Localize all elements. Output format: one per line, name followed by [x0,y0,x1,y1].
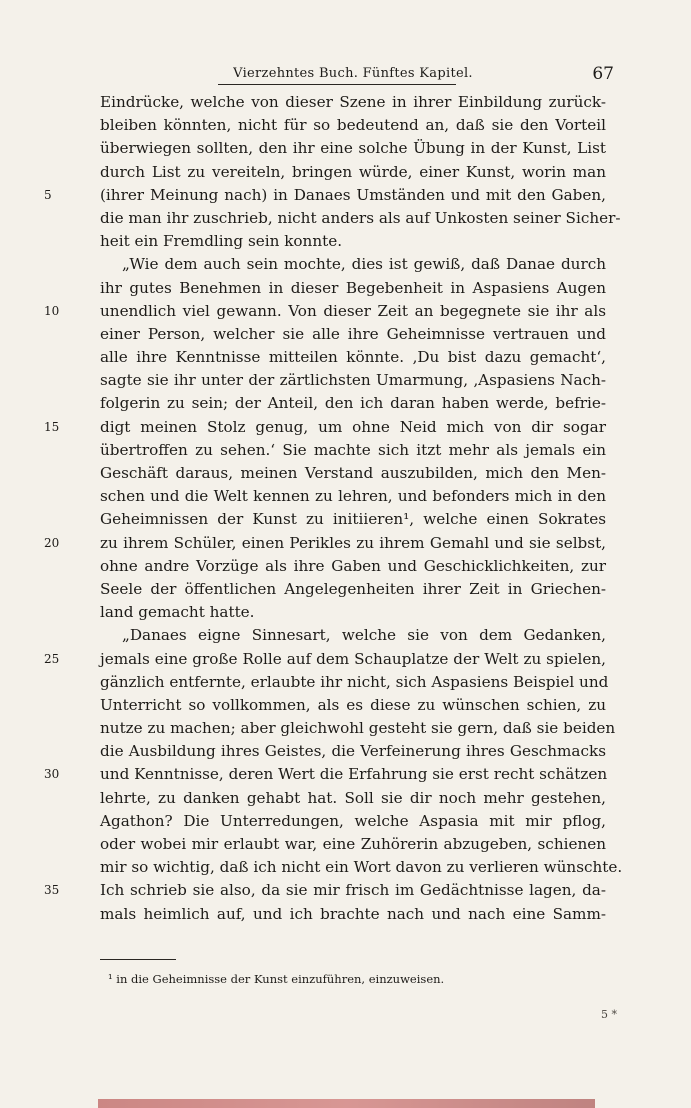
line-text: einer Person, welcher sie alle ihre Geheimnisse vertrauen und [100,324,606,343]
line-text: ohne andre Vorzüge als ihre Gaben und Geschicklichkeiten, zur [100,556,606,575]
text-line [100,277,606,300]
line-text: Unterricht so vollkommen, als es diese zu wünschen schien, zu [100,695,606,714]
line-text: „Danaes eigne Sinnesart, welche sie von dem Gedanken, [122,626,606,645]
line-text: lehrte, zu danken gehabt hat. Soll sie dir noch mehr gestehen, [100,788,606,807]
line-text: übertroffen zu sehen.‘ Sie machte sich itzt mehr als jemals ein [100,440,606,459]
line-number: 20 [44,535,60,550]
text-line [100,555,606,578]
line-number: 35 [44,883,60,898]
line-text: gänzlich entfernte, erlaubte ihr nicht, sich Aspasiens Beispiel und [100,672,609,691]
text-line [100,114,606,137]
text-line [100,740,606,763]
running-header [100,64,614,86]
footnote-rule [100,959,176,960]
line-text: Seele der öffentlichen Angelegenheiten ihrer Zeit in Griechen- [100,579,606,598]
line-text: „Wie dem auch sein mochte, dies ist gewiß, daß Danae durch [122,255,606,274]
line-text: digt meinen Stolz genug, um ohne Neid mich von dir sogar [100,417,606,436]
line-text: oder wobei mir erlaubt war, eine Zuhörerin abzugeben, schienen [100,835,606,853]
line-text: jemals eine große Rolle auf dem Schauplatze der Welt zu spielen, [100,649,606,668]
text-line [100,462,606,485]
line-text: durch List zu vereiteln, bringen würde, einer Kunst, worin man [100,162,606,181]
text-line [100,903,606,926]
line-text: Eindrücke, welche von dieser Szene in ihrer Einbildung zurück- [100,93,606,111]
line-text: land gemacht hatte. [100,603,255,622]
line-text: Agathon? Die Unterredungen, welche Aspasia mit mir pflog, [100,811,606,830]
text-line [100,508,606,531]
body-text [44,91,623,926]
header-rule [218,84,456,85]
line-number: 10 [44,303,60,318]
line-text: mir so wichtig, daß ich nicht ein Wort davon zu verlieren wünschte. [100,858,623,877]
text-line [100,230,606,253]
text-line [100,323,606,346]
line-text: mals heimlich auf, und ich brachte nach und nach eine Samm- [100,904,606,923]
text-line [44,879,606,902]
text-line [100,601,606,624]
text-line [100,624,606,647]
line-text: nutze zu machen; aber gleichwohl gesteht sie gern, daß sie beiden [100,719,616,738]
line-text: Geschäft daraus, meinen Verstand auszubilden, mich den Men- [100,464,606,482]
text-line [100,207,621,230]
line-text: Geheimnissen der Kunst zu initiieren¹, welche einen Sokrates [100,510,606,529]
text-line [100,810,606,833]
line-number: 5 [44,187,52,202]
text-line [100,253,606,276]
text-line [44,532,606,555]
line-text: sagte sie ihr unter der zärtlichsten Umarmung, ‚Aspasiens Nach- [100,371,606,390]
line-text: unendlich viel gewann. Von dieser Zeit an begegnete sie ihr als [100,301,606,320]
text-line [100,833,606,856]
text-line [44,184,606,207]
footnote: ¹ in die Geheimnisse der Kunst einzuführen, einzuweisen. [108,972,445,986]
line-text: heit ein Fremdling sein konnte. [100,232,343,251]
text-line [100,485,606,508]
text-line [100,717,616,740]
text-line [100,787,606,810]
line-text: die Ausbildung ihres Geistes, die Verfeinerung ihres Geschmacks [100,742,606,761]
text-line [44,763,608,786]
text-line [44,648,606,671]
page-bottom-edge [98,1099,595,1108]
line-number: 25 [44,651,60,666]
text-line [100,439,606,462]
line-text: ihr gutes Benehmen in dieser Begebenheit in Aspasiens Augen [100,278,606,297]
text-line [44,416,606,439]
line-text: die man ihr zuschrieb, nicht anders als auf Unkosten seiner Sicher- [100,208,621,227]
signature-mark: 5 * [601,1008,617,1021]
line-number: 30 [44,767,60,782]
text-line [100,578,606,601]
line-text: folgerin zu sein; der Anteil, den ich daran haben werde, befrie- [100,394,606,413]
text-line [44,300,606,323]
text-line [100,671,609,694]
line-text: bleiben könnten, nicht für so bedeutend an, daß sie den Vorteil [100,116,606,135]
text-line [100,856,623,879]
text-line [100,91,606,114]
line-text: schen und die Welt kennen zu lehren, und befonders mich in den [100,487,606,506]
text-line [100,369,606,392]
header-title: Vierzehntes Buch. Fünftes Kapitel. [233,66,473,81]
line-text: zu ihrem Schüler, einen Perikles zu ihrem Gemahl und sie selbst, [100,533,606,552]
line-number: 15 [44,419,60,434]
line-text: überwiegen sollten, den ihr eine solche Übung in der Kunst, List [100,139,606,158]
line-text: (ihrer Meinung nach) in Danaes Umständen und mit den Gaben, [100,185,606,204]
text-line [100,137,606,160]
line-text: alle ihre Kenntnisse mitteilen könnte. ‚Du bist dazu gemacht‘, [100,348,606,367]
line-text: und Kenntnisse, deren Wert die Erfahrung sie erst recht schätzen [100,765,608,784]
page-number: 67 [592,64,614,84]
line-text: Ich schrieb sie also, da sie mir frisch im Gedächtnisse lagen, da- [100,881,606,900]
text-line [100,694,606,717]
text-line [100,161,606,184]
text-line [100,346,606,369]
text-line [100,392,606,415]
